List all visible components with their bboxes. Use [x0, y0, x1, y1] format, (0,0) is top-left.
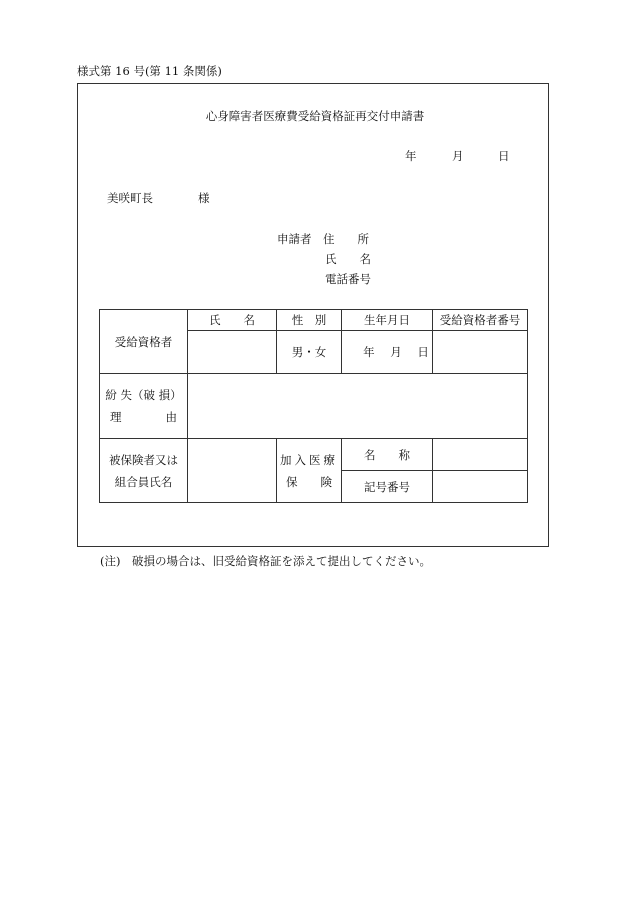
reason-line1: 紛 失（破 損）	[105, 388, 182, 402]
insured-line1: 被保険者又は	[109, 452, 178, 467]
sex-header: 性 別	[277, 310, 342, 331]
name-label: 氏 名	[325, 252, 371, 266]
insurance-line2: 保 険	[286, 474, 332, 489]
date-day: 日	[498, 149, 510, 163]
address-label: 住 所	[323, 232, 369, 246]
recipient-name-cell[interactable]	[188, 331, 277, 374]
insured-name-cell[interactable]	[188, 439, 277, 503]
date-month: 月	[452, 149, 464, 163]
addressee-name: 美咲町長	[107, 191, 153, 205]
recipient-number-cell[interactable]	[433, 331, 528, 374]
insurance-label	[277, 439, 342, 503]
insurance-name-cell[interactable]	[433, 439, 528, 471]
note: (注) 破損の場合は、旧受給資格証を添えて提出してください。	[100, 554, 431, 568]
birth-month: 月	[390, 345, 402, 359]
form-number: 様式第 16 号(第 11 条関係)	[77, 64, 222, 78]
applicant-label: 申請者	[277, 232, 312, 246]
birth-year: 年	[363, 345, 375, 359]
reason-cell[interactable]	[188, 374, 528, 439]
recipient-number-header: 受給資格者番号	[433, 310, 528, 331]
addressee-suffix: 様	[198, 191, 210, 205]
phone-label: 電話番号	[325, 272, 371, 286]
birthdate-cell[interactable]	[342, 331, 433, 374]
recipient-label: 受給資格者	[100, 310, 188, 374]
reason-char-b: 由	[165, 410, 177, 424]
sex-options[interactable]: 男・女	[277, 331, 342, 374]
reason-label	[100, 374, 188, 439]
insured-label	[100, 439, 188, 503]
insurance-line1: 加入医療	[280, 452, 338, 467]
symbol-number-label: 記号番号	[342, 471, 433, 503]
application-table	[99, 309, 528, 503]
birth-day: 日	[417, 345, 429, 359]
insured-line2: 組合員氏名	[114, 474, 173, 489]
date-year: 年	[405, 149, 417, 163]
insurance-name-label: 名 称	[342, 439, 433, 471]
reason-line2	[100, 406, 187, 428]
reason-char-a: 理	[110, 410, 122, 424]
birthdate-header: 生年月日	[342, 310, 433, 331]
name-header: 氏 名	[188, 310, 277, 331]
symbol-number-cell[interactable]	[433, 471, 528, 503]
form-title: 心身障害者医療費受給資格証再交付申請書	[205, 109, 425, 123]
